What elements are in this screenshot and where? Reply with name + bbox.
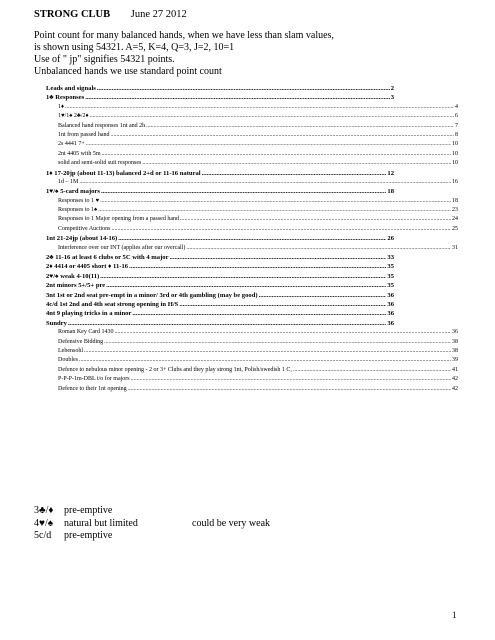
toc-section-entry[interactable] xyxy=(46,300,394,309)
toc-section-entry[interactable] xyxy=(46,84,394,93)
toc-page-number: 36 xyxy=(387,291,394,299)
toc-entry-label: 2nt minors 5+/5+ pre xyxy=(46,282,106,290)
toc-entry-label: 1d – 1M xyxy=(58,178,79,185)
toc-dot-leader xyxy=(131,375,451,384)
bid-line xyxy=(34,505,270,518)
toc-section-entry[interactable] xyxy=(46,93,394,102)
toc-entry-label: 2s 4441 7+ xyxy=(58,141,85,148)
toc-dot-leader xyxy=(100,197,451,206)
toc-entry-label: 1♥/♠ 5-card majors xyxy=(46,188,100,196)
toc-page-number: 36 xyxy=(387,310,394,318)
toc-subsection-entry[interactable] xyxy=(46,225,458,234)
toc-page-number: 3 xyxy=(390,94,394,102)
toc-page-number: 35 xyxy=(387,263,394,271)
toc-page-number: 12 xyxy=(387,169,394,177)
toc-page-number: 38 xyxy=(452,338,458,345)
document-date: June 27 2012 xyxy=(130,9,187,20)
toc-subsection-entry[interactable] xyxy=(46,215,458,224)
toc-entry-label: Roman Key Card 1430 xyxy=(58,329,114,336)
toc-dot-leader xyxy=(293,366,451,375)
toc-page-number: 39 xyxy=(452,357,458,364)
toc-dot-leader xyxy=(106,281,386,290)
toc-entry-label: 3nt 1st or 2nd seat pre-empt in a minor/ 3rd or 4th gambling (may be good) xyxy=(46,291,258,299)
toc-entry-label: Defence to their 1nt opening xyxy=(58,385,127,392)
toc-dot-leader xyxy=(259,291,387,300)
toc-page-number: 36 xyxy=(387,300,394,308)
toc-dot-leader xyxy=(118,234,386,243)
toc-page-number: 16 xyxy=(452,178,458,185)
toc-dot-leader xyxy=(186,244,451,253)
toc-entry-label: 2♣ 11-16 at least 6 clubs or 5C with 4 major xyxy=(46,254,169,262)
bid-name: 5c/d xyxy=(34,530,52,541)
toc-dot-leader xyxy=(65,103,454,112)
toc-entry-label: solid and semi-solid suit responses xyxy=(58,160,142,167)
toc-dot-leader xyxy=(128,385,451,394)
toc-section-entry[interactable] xyxy=(46,309,394,318)
toc-dot-leader xyxy=(115,328,452,337)
toc-entry-label: Sundry xyxy=(46,319,67,327)
bid-description: pre-emptive xyxy=(64,505,113,516)
toc-section-entry[interactable] xyxy=(46,291,394,300)
toc-page-number: 6 xyxy=(455,113,458,120)
toc-entry-label: P-P-P-1m-DBL t/o for majors xyxy=(58,376,130,383)
toc-section-entry[interactable] xyxy=(46,169,394,178)
toc-page-number: 26 xyxy=(387,235,394,243)
toc-entry-label: 1♣ Responses xyxy=(46,94,85,102)
toc-subsection-entry[interactable] xyxy=(46,103,458,112)
toc-dot-leader xyxy=(132,309,386,318)
toc-subsection-entry[interactable] xyxy=(46,366,458,375)
toc-entry-label: 2♦ 4414 or 4405 short ♦ 11-16 xyxy=(46,263,129,271)
toc-dot-leader xyxy=(97,84,390,93)
toc-page-number: 2 xyxy=(390,85,394,92)
toc-entry-label: Doubles xyxy=(58,357,78,364)
toc-dot-leader xyxy=(100,272,386,281)
toc-page-number: 7 xyxy=(455,122,458,129)
toc-entry-label: Responses to 1 ♥ xyxy=(58,197,100,204)
toc-dot-leader xyxy=(202,169,387,178)
toc-section-entry[interactable] xyxy=(46,281,394,290)
toc-section-entry[interactable] xyxy=(46,253,394,262)
toc-entry-label: 4nt 9 playing tricks in a minor xyxy=(46,310,132,318)
toc-subsection-entry[interactable] xyxy=(46,150,458,159)
toc-page-number: 25 xyxy=(452,225,458,232)
toc-page-number: 38 xyxy=(452,347,458,354)
toc-dot-leader xyxy=(86,140,451,149)
toc-dot-leader xyxy=(79,178,451,187)
toc-page-number: 18 xyxy=(452,197,458,204)
table-of-contents xyxy=(46,84,458,394)
toc-subsection-entry[interactable] xyxy=(46,356,458,365)
toc-dot-leader xyxy=(101,187,386,196)
toc-entry-label: Balanced hand responses 1nt and 2h xyxy=(58,122,146,129)
bid-note: could be very weak xyxy=(192,517,271,529)
toc-subsection-entry[interactable] xyxy=(46,159,458,168)
toc-subsection-entry[interactable] xyxy=(46,375,458,384)
toc-dot-leader xyxy=(180,215,451,224)
intro-paragraph xyxy=(34,30,474,78)
toc-dot-leader xyxy=(170,253,387,262)
toc-subsection-entry[interactable] xyxy=(46,338,458,347)
intro-line: Use of " jp" signifies 54321 points. xyxy=(34,54,175,65)
toc-page-number: 42 xyxy=(452,385,458,392)
toc-subsection-entry[interactable] xyxy=(46,347,458,356)
toc-entry-label: Lebensohl xyxy=(58,347,83,354)
toc-entry-label: 4c/d 1st 2nd and 4th seat strong opening in H/S xyxy=(46,300,179,308)
toc-page-number: 10 xyxy=(452,141,458,148)
toc-entry-label: 2nt 4405 with 5m xyxy=(58,150,101,157)
toc-dot-leader xyxy=(179,300,386,309)
document-header xyxy=(34,9,187,20)
toc-section-entry[interactable] xyxy=(46,234,394,243)
toc-page-number: 41 xyxy=(452,366,458,373)
toc-dot-leader xyxy=(85,93,389,102)
bid-description: natural but limited xyxy=(64,517,138,529)
toc-dot-leader xyxy=(84,347,451,356)
bid-name: 4♥/♠ xyxy=(34,517,54,529)
toc-dot-leader xyxy=(104,338,451,347)
toc-dot-leader xyxy=(142,159,451,168)
toc-page-number: 23 xyxy=(452,207,458,214)
toc-subsection-entry[interactable] xyxy=(46,197,458,206)
toc-page-number: 18 xyxy=(387,188,394,196)
toc-subsection-entry[interactable] xyxy=(46,244,458,253)
toc-dot-leader xyxy=(111,131,455,140)
toc-dot-leader xyxy=(98,206,451,215)
toc-dot-leader xyxy=(129,262,386,271)
toc-page-number: 35 xyxy=(387,272,394,280)
toc-subsection-entry[interactable] xyxy=(46,122,458,131)
toc-page-number: 31 xyxy=(452,244,458,251)
toc-entry-label: 1♦ 17-20jp (about 11-13) balanced 2+d or 11-16 natural xyxy=(46,169,201,177)
toc-section-entry[interactable] xyxy=(46,319,394,328)
opening-bids-list xyxy=(34,505,270,543)
toc-page-number: 10 xyxy=(452,150,458,157)
toc-entry-label: Defence to nebulous minor opening - 2 or 3+ Clubs and they play strong 1nt, Polish/swedish 1 C, xyxy=(58,366,292,373)
toc-page-number: 8 xyxy=(455,131,458,138)
toc-subsection-entry[interactable] xyxy=(46,206,458,215)
intro-line: Unbalanced hands we use standard point count xyxy=(34,66,222,77)
intro-line: is shown using 54321. A=5, K=4, Q=3, J=2, 10=1 xyxy=(34,42,235,53)
toc-subsection-entry[interactable] xyxy=(46,178,458,187)
toc-subsection-entry[interactable] xyxy=(46,140,458,149)
toc-page-number: 10 xyxy=(452,160,458,167)
toc-page-number: 35 xyxy=(387,282,394,290)
toc-page-number: 24 xyxy=(452,216,458,223)
toc-entry-label: Responses to 1 Major opening from a passed hand xyxy=(58,216,179,223)
toc-page-number: 42 xyxy=(452,376,458,383)
toc-subsection-entry[interactable] xyxy=(46,385,458,394)
toc-dot-leader xyxy=(102,150,451,159)
toc-entry-label: 2♥/♠ weak 4-10(11) xyxy=(46,272,100,280)
intro-line: Point count for many balanced hands, when we have less than slam values, xyxy=(34,30,334,41)
toc-dot-leader xyxy=(90,112,454,121)
toc-dot-leader xyxy=(68,319,387,328)
toc-dot-leader xyxy=(112,225,452,234)
document-title: STRONG CLUB xyxy=(34,9,111,20)
bid-line xyxy=(34,518,270,531)
toc-entry-label: Responses to 1♠ xyxy=(58,207,98,214)
toc-entry-label: Defensive Bidding xyxy=(58,338,104,345)
toc-entry-label: 1♥/1♠ 2♣/2♦ xyxy=(58,113,89,120)
toc-entry-label: Interference over our INT (applies after our overcall) xyxy=(58,244,186,251)
toc-dot-leader xyxy=(146,122,454,131)
bid-description: pre-emptive xyxy=(64,530,113,541)
toc-section-entry[interactable] xyxy=(46,262,394,271)
toc-section-entry[interactable] xyxy=(46,187,394,196)
toc-page-number: 4 xyxy=(455,103,458,110)
toc-subsection-entry[interactable] xyxy=(46,328,458,337)
page-number: 1 xyxy=(452,610,457,620)
toc-dot-leader xyxy=(79,356,451,365)
toc-page-number: 33 xyxy=(387,254,394,262)
bid-name: 3♣/♦ xyxy=(34,505,54,516)
toc-page-number: 36 xyxy=(387,319,394,327)
toc-entry-label: Leads and signals xyxy=(46,85,96,92)
toc-entry-label: 1nt 21-24jp (about 14-16) xyxy=(46,235,118,243)
toc-section-entry[interactable] xyxy=(46,272,394,281)
toc-subsection-entry[interactable] xyxy=(46,112,458,121)
toc-entry-label: 1♦ xyxy=(58,103,65,110)
toc-entry-label: Competitive Auctions xyxy=(58,225,111,232)
toc-entry-label: 1nt from passed hand xyxy=(58,131,110,138)
toc-subsection-entry[interactable] xyxy=(46,131,458,140)
bid-line xyxy=(34,530,270,543)
toc-page-number: 36 xyxy=(452,329,458,336)
